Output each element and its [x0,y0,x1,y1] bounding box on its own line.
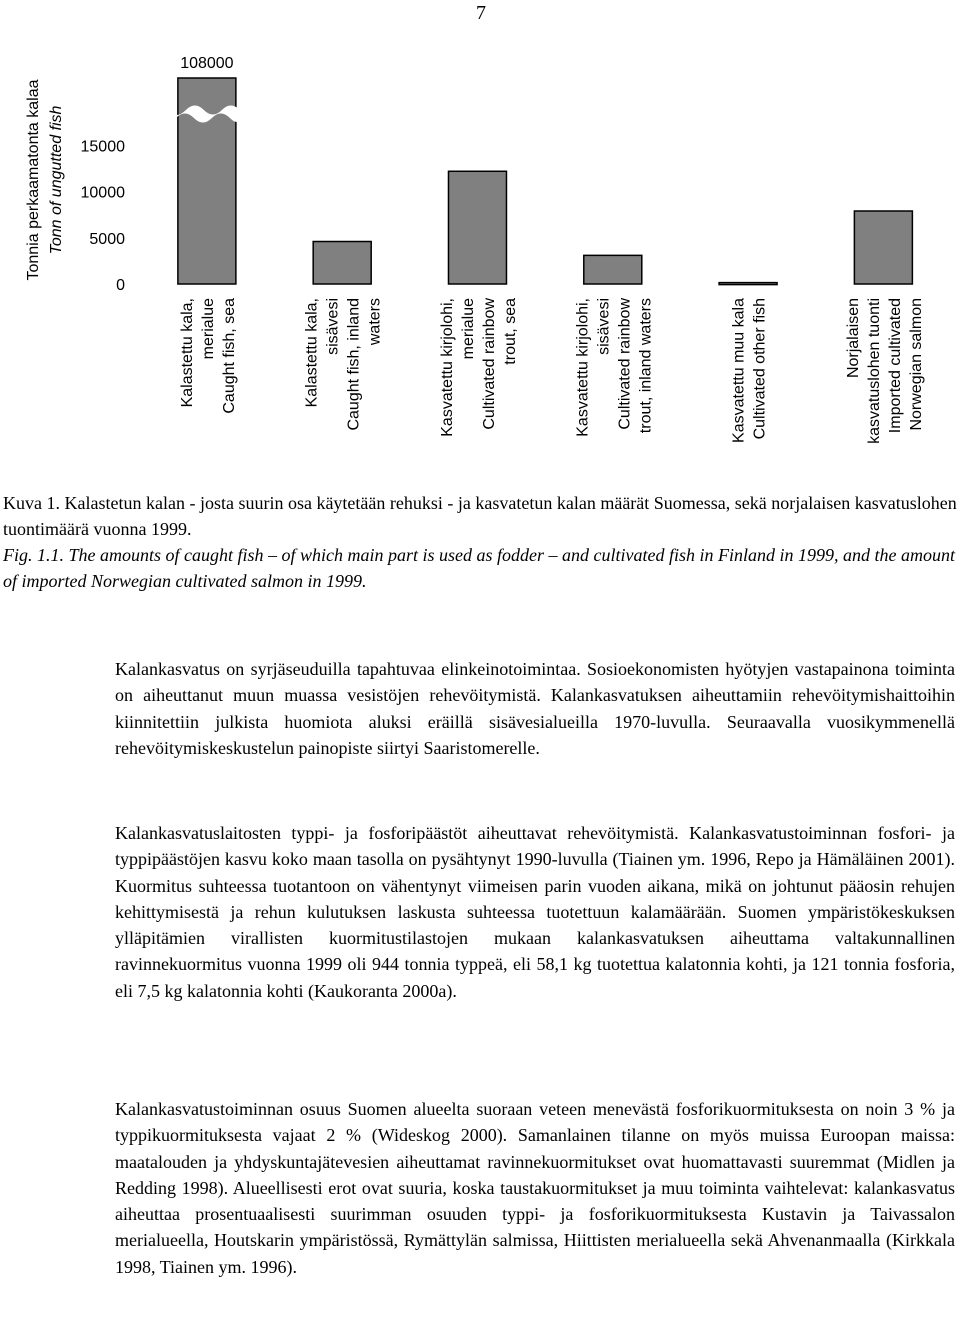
category-label: trout, sea [501,298,519,365]
category-label: Cultivated rainbow [616,298,634,430]
category-label: Kasvatettu kirjolohi, [574,298,592,437]
bar [584,255,642,284]
category-label: Cultivated rainbow [480,298,498,430]
category-label: Caught fish, sea [220,298,238,414]
figure-caption-fi [3,490,957,542]
category-label: Imported cultivated [886,298,904,434]
category-label: Kalastettu kala, [178,298,196,408]
bar [313,241,371,284]
category-label: Cultivated other fish [751,298,769,440]
caption-en-text: The amounts of caught fish – of which main part is used as fodder – and cultivated fish in Finland in 1999, and the amount of imported Norwegian cultivated salmon in 1999. [3,545,955,591]
category-label: trout, inland waters [637,298,655,434]
category-label: sisävesi [324,298,342,355]
category-label: Kasvatettu kirjolohi, [438,298,456,437]
caption-en-label: Fig. 1.1. [3,545,64,565]
category-label: Caught fish, inland [345,298,363,431]
bar [719,283,777,285]
bar [448,171,506,284]
page-number: 7 [476,2,486,24]
body-paragraph-1: Kalankasvatus on syrjäseuduilla tapahtuvaa elinkeinotoimintaa. Sosioekonomisten hyötyjen vastapainona toiminta on aiheuttanut muun muassa vesistöjen rehevöitymistä. Kalankasvatuksen aiheuttamiin rehevöitymishaittoihin kiinnitettiin julkista huomiota aluksi eräillä sisävesialueilla 1970-luvulla. Seuraavalla vuosikymmenellä rehevöitymiskeskustelun painopiste siirtyi Saaristomerelle. [115,659,955,758]
y-tick-label: 10000 [80,184,125,202]
y-tick-label: 15000 [80,138,125,156]
y-tick-label: 5000 [89,230,125,248]
y-tick-label: 0 [116,277,125,294]
body-paragraph-2: Kalankasvatuslaitosten typpi- ja fosforipäästöt aiheuttavat rehevöitymistä. Kalankasvatustoiminnan fosfori- ja typpipäästöjen kasvu koko maan tasolla on pysähtynyt 1990-luvulla (Tiainen ym. 1996, Repo ja Hämäläinen 2001). Kuormitus suhteessa tuotantoon on vähentynyt viimeisen parin vuoden aikana, mikä on johtunut pääosin rehujen kehittymisestä ja rehun kulutuksen laskusta suhteessa tuotettuun kalamäärään. Suomen ympäristökeskuksen ylläpitämien virallisten kuormitustilastojen mukaan kalankasvatuksen aiheuttama valtakunnallinen ravinnekuormitus vuonna 1999 oli 944 tonnia typpeä, eli 58,1 kg tuotettua kalatonnia kohti, ja 121 tonnia fosforia, eli 7,5 kg kalatonnia kohti (Kaukoranta 2000a). [115,823,955,1001]
caption-fi-text: Kalastetun kalan - josta suurin osa käytetään rehuksi - ja kasvatetun kalan määrät Suomessa, sekä norjalaisen kasvatuslohen tuontimäärä vuonna 1999. [3,493,957,539]
category-label: Norwegian salmon [907,298,925,431]
bar-value-label: 108000 [180,55,234,72]
category-label: Kalastettu kala, [303,298,321,408]
category-label: Kasvatettu muu kala [730,298,748,443]
category-label: Norjalaisen [844,298,862,379]
category-label: merialue [459,298,477,360]
y-axis-subtitle: Tonn of ungutted fish [48,105,65,255]
category-label: sisävesi [595,298,613,355]
figure-caption-en [3,542,957,594]
bar-chart [0,40,960,450]
y-axis-title: Tonnia perkaamatonta kalaa [25,79,42,281]
category-label: merialue [199,298,217,360]
body-paragraph-3: Kalankasvatustoiminnan osuus Suomen alueelta suoraan veteen menevästä fosforikuormituksesta on noin 3 % ja typpikuormituksesta vajaat 2 % (Wideskog 2000). Samanlainen tilanne on myös muissa Euroopan maissa: maatalouden ja yhdyskuntajätevesien aiheuttamat ravinnekuormitukset ovat huomattavasti suuremmat (Midlen ja Redding 1998). Alueellisesti erot ovat suuria, koska taustakuormitukset ja muu toiminta vaihtelevat: kalankasvatus aiheuttaa prosentuaalisesti suurimman osuuden typpi- ja fosforikuormituksesta Kustavin ja Taivassalon merialueella, Houtskarin ympäristössä, Rymättylän salmissa, Hiittisten merialueella sekä Ahvenanmaalla (Kirkkala 1998, Tiainen ym. 1996). [115,1099,955,1277]
bar [854,211,912,284]
category-label: kasvatuslohen tuonti [865,298,883,444]
category-label: waters [366,298,384,346]
caption-fi-label: Kuva 1. [3,493,60,513]
